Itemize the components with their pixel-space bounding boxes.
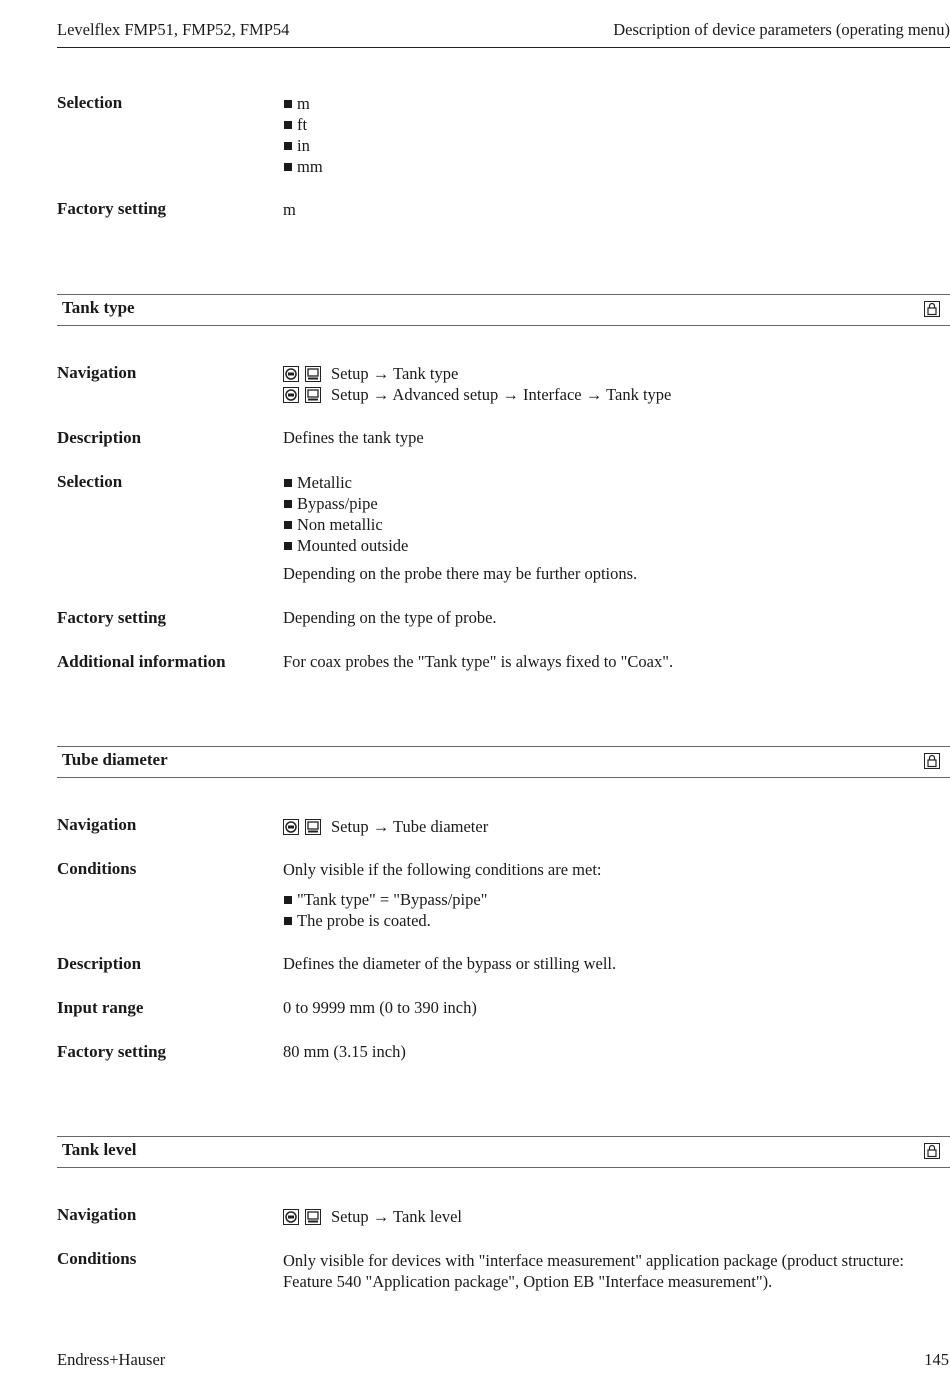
nav-path: Setup → Tube diameter bbox=[331, 817, 489, 836]
operating-tool-icon bbox=[283, 1209, 299, 1225]
section-title-tank-level: Tank level bbox=[62, 1140, 137, 1159]
input-range-value: 0 to 9999 mm (0 to 390 inch) bbox=[283, 998, 477, 1017]
operating-tool-icon bbox=[283, 366, 299, 382]
factory-setting-value: 80 mm (3.15 inch) bbox=[283, 1042, 406, 1061]
display-icon bbox=[305, 387, 321, 403]
list-item: m bbox=[283, 93, 323, 114]
description-value: Defines the tank type bbox=[283, 428, 424, 447]
selection-label: Selection bbox=[57, 93, 123, 112]
list-item: Bypass/pipe bbox=[283, 493, 408, 514]
conditions-text bbox=[283, 1250, 904, 1292]
section-rule-top bbox=[57, 294, 950, 295]
nav-path: Setup → Tank type bbox=[331, 364, 459, 383]
list-item: The probe is coated. bbox=[283, 910, 487, 931]
lock-icon bbox=[924, 753, 940, 769]
list-item: in bbox=[283, 135, 323, 156]
selection-list bbox=[283, 93, 323, 177]
section-rule-bottom bbox=[57, 1167, 950, 1168]
page-number: 145 bbox=[924, 1350, 949, 1369]
additional-information-label: Additional information bbox=[57, 652, 226, 671]
list-item: ft bbox=[283, 114, 323, 135]
nav-path-row bbox=[283, 384, 671, 405]
input-range-label: Input range bbox=[57, 998, 144, 1017]
conditions-intro: Only visible if the following conditions are met: bbox=[283, 860, 602, 879]
nav-path-row bbox=[283, 816, 488, 837]
navigation-label: Navigation bbox=[57, 363, 137, 382]
display-icon bbox=[305, 1209, 321, 1225]
factory-setting-value: Depending on the type of probe. bbox=[283, 608, 497, 627]
list-item: "Tank type" = "Bypass/pipe" bbox=[283, 889, 487, 910]
selection-label: Selection bbox=[57, 472, 123, 491]
nav-path: Setup → Tank level bbox=[331, 1207, 462, 1226]
header-left: Levelflex FMP51, FMP52, FMP54 bbox=[57, 20, 290, 39]
section-rule-top bbox=[57, 746, 950, 747]
description-value: Defines the diameter of the bypass or stilling well. bbox=[283, 954, 617, 973]
conditions-line: Only visible for devices with "interface measurement" application package (product structure: bbox=[283, 1251, 904, 1270]
selection-note: Depending on the probe there may be further options. bbox=[283, 564, 638, 583]
factory-setting-value: m bbox=[283, 200, 296, 219]
navigation-label: Navigation bbox=[57, 1205, 137, 1224]
navigation-paths bbox=[283, 363, 671, 405]
list-item: Metallic bbox=[283, 472, 408, 493]
footer-brand: Endress+Hauser bbox=[57, 1350, 166, 1369]
section-rule-bottom bbox=[57, 777, 950, 778]
factory-setting-label: Factory setting bbox=[57, 608, 167, 627]
conditions-label: Conditions bbox=[57, 859, 137, 878]
selection-list bbox=[283, 472, 408, 556]
nav-path-row bbox=[283, 1206, 462, 1227]
nav-path: Setup → Advanced setup → Interface → Tank type bbox=[331, 385, 672, 404]
section-rule-top bbox=[57, 1136, 950, 1137]
additional-information-value: For coax probes the "Tank type" is always fixed to "Coax". bbox=[283, 652, 674, 671]
display-icon bbox=[305, 819, 321, 835]
list-item: mm bbox=[283, 156, 323, 177]
operating-tool-icon bbox=[283, 387, 299, 403]
conditions-label: Conditions bbox=[57, 1249, 137, 1268]
lock-icon bbox=[924, 301, 940, 317]
section-title-tank-type: Tank type bbox=[62, 298, 135, 317]
navigation-label: Navigation bbox=[57, 815, 137, 834]
factory-setting-label: Factory setting bbox=[57, 199, 167, 218]
conditions-list bbox=[283, 889, 487, 931]
description-label: Description bbox=[57, 428, 142, 447]
factory-setting-label: Factory setting bbox=[57, 1042, 167, 1061]
list-item: Non metallic bbox=[283, 514, 408, 535]
section-rule-bottom bbox=[57, 325, 950, 326]
description-label: Description bbox=[57, 954, 142, 973]
lock-icon bbox=[924, 1143, 940, 1159]
navigation-paths bbox=[283, 816, 488, 837]
header-right: Description of device parameters (operating menu) bbox=[613, 20, 950, 39]
display-icon bbox=[305, 366, 321, 382]
section-title-tube-diameter: Tube diameter bbox=[62, 750, 168, 769]
conditions-line: Feature 540 "Application package", Option EB "Interface measurement"). bbox=[283, 1272, 773, 1291]
navigation-paths bbox=[283, 1206, 462, 1227]
nav-path-row bbox=[283, 363, 671, 384]
operating-tool-icon bbox=[283, 819, 299, 835]
header-rule bbox=[57, 47, 950, 48]
list-item: Mounted outside bbox=[283, 535, 408, 556]
